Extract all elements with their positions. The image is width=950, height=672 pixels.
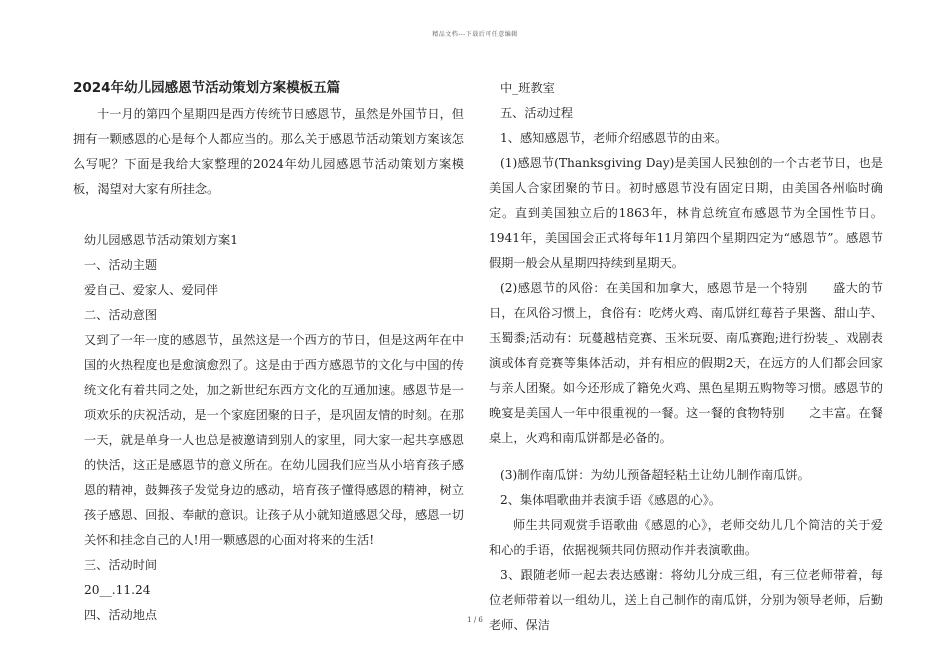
section-heading-process: 五、活动过程 bbox=[500, 106, 574, 120]
step-1c-paragraph: (3)制作南瓜饼：为幼儿预备超轻粘土让幼儿制作南瓜饼。 bbox=[500, 468, 810, 482]
section-heading-time: 三、活动时间 bbox=[84, 558, 158, 572]
page-number: 1 / 6 bbox=[467, 616, 483, 624]
step-2-paragraph: 师生共同观赏手语歌曲《感恩的心》，老师交幼儿几个简洁的关于爱和心的手语，依据视频共同仿照动作并表演歌曲。 bbox=[489, 518, 883, 557]
intro-paragraph: 十一月的第四个星期四是西方传统节日感恩节，虽然是外国节日，但拥有一颗感恩的心是每个人都应当的。那么关于感恩节活动策划方案该怎么写呢？下面是我给大家整理的2024年幼儿园感恩节活动策划方案模板，渴望对大家有所挂念。 bbox=[73, 107, 464, 196]
step-1b-paragraph: (2)感恩节的风俗：在美国和加拿大，感恩节是一个特别 盛大的节日，在风俗习惯上，食俗有：吃烤火鸡、南瓜饼红莓苔子果酱、甜山芋、玉蜀黍;活动有：玩蔓越桔竞赛、玉米玩耍、南瓜赛跑;进行扮装_、戏剧表演或体育竞赛等集体活动，并有相应的假期2天，在远方的人们都会回家与亲人团聚。如今还形成了籍免火鸡、黑色星期五购物等习惯。感恩节的晚宴是美国人一年中很重视的一餐。这一餐的食物特别 之丰富。在餐桌上，火鸡和南瓜饼都是必备的。 bbox=[489, 281, 883, 445]
page-header: 精品文档---下载后可任意编辑 bbox=[432, 31, 518, 38]
spacer bbox=[489, 451, 883, 463]
step-1-heading: 1、感知感恩节，老师介绍感恩节的由来。 bbox=[500, 131, 728, 145]
document-title: 2024年幼儿园感恩节活动策划方案模板五篇 bbox=[73, 80, 341, 96]
time-text: 20__.11.24 bbox=[84, 583, 151, 597]
location-text: 中_班教室 bbox=[500, 81, 555, 95]
step-1a-paragraph: (1)感恩节(Thanksgiving Day)是美国人民独创的一个古老节日，也是美国人合家团聚的节日。初时感恩节没有固定日期，由美国各州临时确定。直到美国独立后的1863年，林肯总统宣布感恩节为全国性节日。1941年，美国国会正式将每年11月第四个星期四定为“感恩节”。感恩节假期一般会从星期四持续到星期天。 bbox=[489, 156, 883, 270]
spacer bbox=[73, 202, 464, 228]
right-column bbox=[489, 76, 883, 638]
purpose-paragraph: 又到了一年一度的感恩节，虽然这是一个西方的节日，但是这两年在中国的火热程度也是愈演愈烈了。这是由于西方感恩节的文化与中国的传统文化有着共同之处，加之新世纪东西方文化的互通加速。感恩节是一项欢乐的庆祝活动，是一个家庭团聚的日子，是巩固友情的时刻。在那一天，就是单身一人也总是被邀请到别人的家里，同大家一起共享感恩的快活，这正是感恩节的意义所在。在幼儿园我们应当从小培育孩子感恩的精神，鼓舞孩子发觉身边的感动，培育孩子懂得感恩的精神，树立孩子感恩、回报、奉献的意识。让孩子从小就知道感恩父母，感恩一切关怀和挂念自己的人!用一颗感恩的心面对将来的生活! bbox=[84, 333, 464, 547]
section-heading-theme: 一、活动主题 bbox=[84, 258, 158, 272]
step-3-paragraph: 3、跟随老师一起去表达感谢：将幼儿分成三组，有三位老师带着，每位老师带着以一组幼儿，送上自己制作的南瓜饼，分别为领导老师，后勤老师、保洁 bbox=[489, 568, 883, 632]
section-heading-location: 四、活动地点 bbox=[84, 608, 158, 622]
theme-text: 爱自己、爱家人、爱同伴 bbox=[84, 283, 219, 297]
step-2-heading: 2、集体唱歌曲并表演手语《感恩的心》。 bbox=[500, 493, 722, 507]
left-column bbox=[73, 76, 464, 628]
section-heading-purpose: 二、活动意图 bbox=[84, 308, 158, 322]
plan-title: 幼儿园感恩节活动策划方案1 bbox=[84, 233, 239, 247]
